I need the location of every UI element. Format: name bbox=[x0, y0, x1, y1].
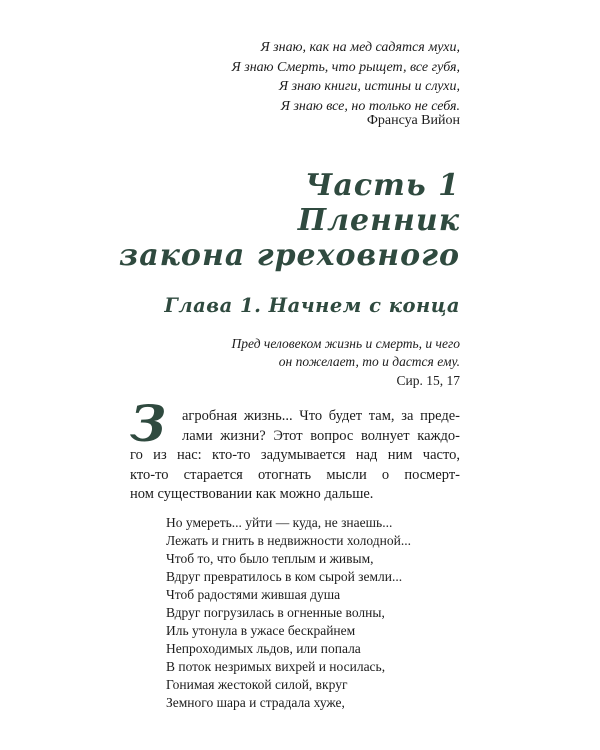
poem-line: Вдруг превратилось в ком сырой земли... bbox=[166, 569, 403, 584]
chapter-title: Глава 1. Начнем с конца bbox=[164, 294, 460, 317]
part-title-line: закона греховного bbox=[119, 238, 460, 273]
opening-epigraph bbox=[232, 38, 460, 116]
epigraph-line: Я знаю все, но только не себя. bbox=[280, 98, 460, 114]
chapter-epigraph-reference: Сир. 15, 17 bbox=[396, 373, 460, 388]
body-line: ном существовании как можно дальше. bbox=[130, 486, 374, 502]
chapter-epigraph-line: он пожелает, то и дастся ему. bbox=[278, 354, 460, 369]
chapter-epigraph-line: Пред человеком жизнь и смерть, и чего bbox=[231, 336, 460, 351]
poem-line: Чтоб радостями жившая душа bbox=[166, 587, 341, 602]
poem-line: Вдруг погрузилась в огненные волны, bbox=[166, 605, 385, 620]
drop-cap: З bbox=[130, 394, 167, 453]
poem-line: Гонимая жестокой силой, вкруг bbox=[166, 677, 348, 692]
epigraph-line: Я знаю, как на мед садятся мухи, bbox=[260, 40, 460, 55]
poem-line: Непроходимых льдов, или попала bbox=[166, 641, 361, 656]
part-title-line: Пленник bbox=[297, 203, 460, 238]
poem-line: Иль утонула в ужасе бескрайнем bbox=[166, 623, 356, 638]
poem-line: Но умереть... уйти — куда, не знаешь... bbox=[166, 515, 393, 530]
poem-line: В поток незримых вихрей и носилась, bbox=[166, 659, 386, 674]
part-title bbox=[119, 168, 460, 273]
epigraph-line: Я знаю книги, истины и слухи, bbox=[278, 79, 460, 94]
poem-line: Чтоб то, что было теплым и живым, bbox=[166, 551, 374, 566]
part-title-line: Часть 1 bbox=[305, 168, 460, 203]
poem-line: Лежать и гнить в недвижности холодной... bbox=[166, 533, 411, 548]
body-line: кто-то старается отогнать мысли о посмерт- bbox=[130, 466, 460, 483]
chapter-epigraph bbox=[232, 335, 460, 371]
epigraph-line: Я знаю Смерть, что рыщет, все губя, bbox=[231, 59, 460, 75]
body-line: агробная жизнь... Что будет там, за преде- bbox=[182, 408, 460, 424]
body-line: лами жизни? Этот вопрос волнует каждо- bbox=[182, 427, 460, 444]
poem-quote bbox=[166, 514, 411, 712]
epigraph-author: Франсуа Вийон bbox=[366, 113, 460, 128]
body-line: го из нас: кто-то задумывается над ним часто, bbox=[130, 447, 460, 463]
poem-line: Земного шара и страдала хуже, bbox=[166, 695, 345, 710]
body-paragraph bbox=[130, 407, 460, 505]
